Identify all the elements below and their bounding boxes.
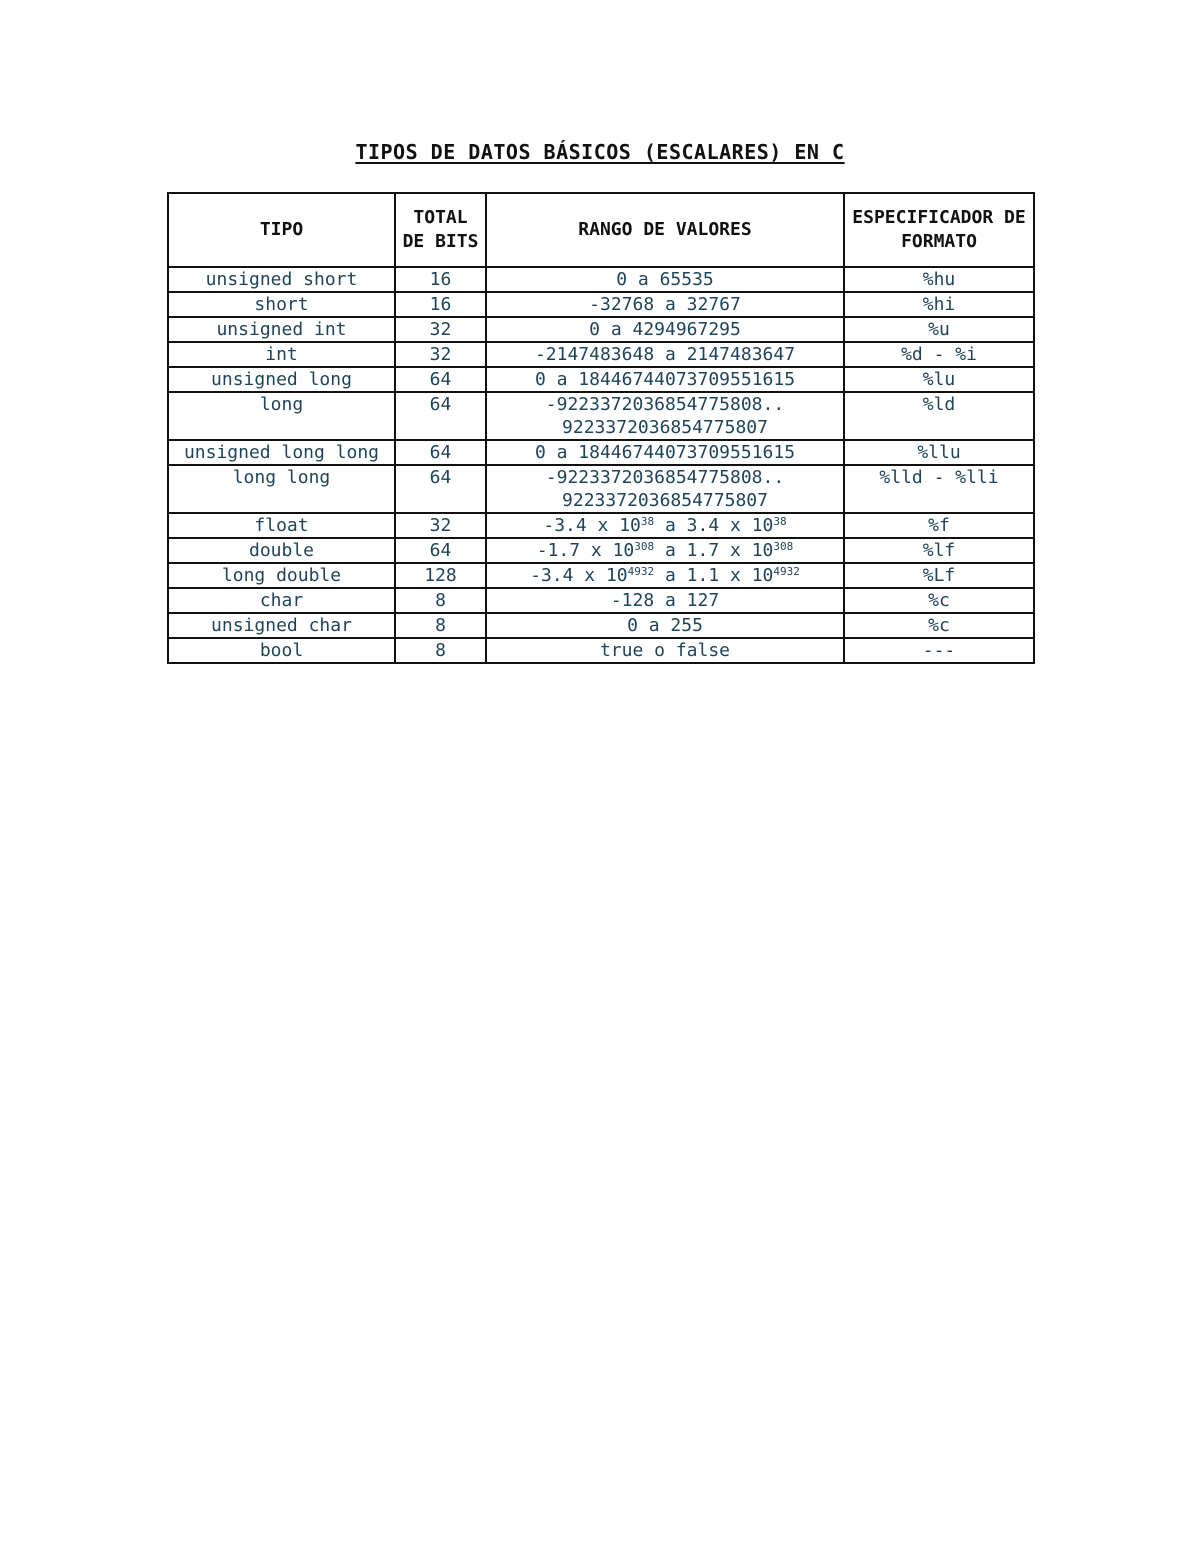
table-row	[168, 563, 1034, 588]
rango-exponent-max: 4932	[773, 565, 800, 578]
table-row	[168, 538, 1034, 563]
rango-exponent-min: 38	[640, 515, 655, 528]
cell-bits: 16	[395, 267, 486, 292]
cell-tipo: unsigned int	[168, 317, 395, 342]
page-title: TIPOS DE DATOS BÁSICOS (ESCALARES) EN C	[355, 140, 845, 164]
header-rango-valores: RANGO DE VALORES	[486, 193, 844, 267]
cell-bits: 8	[395, 613, 486, 638]
table-row	[168, 588, 1034, 613]
cell-tipo: long double	[168, 563, 395, 588]
cell-rango: -32768 a 32767	[486, 292, 844, 317]
rango-exponent-min: 4932	[627, 565, 655, 578]
cell-bits: 64	[395, 392, 486, 440]
cell-formato: %lf	[844, 538, 1034, 563]
cell-rango	[486, 563, 844, 588]
cell-tipo: short	[168, 292, 395, 317]
table-row	[168, 465, 1034, 513]
cell-formato: %hi	[844, 292, 1034, 317]
cell-rango: 0 a 255	[486, 613, 844, 638]
cell-formato: %u	[844, 317, 1034, 342]
cell-bits: 8	[395, 638, 486, 663]
cell-bits: 16	[395, 292, 486, 317]
data-types-table	[167, 192, 1035, 664]
cell-tipo: char	[168, 588, 395, 613]
table-row	[168, 317, 1034, 342]
cell-rango	[486, 538, 844, 563]
cell-formato: %hu	[844, 267, 1034, 292]
cell-formato: %f	[844, 513, 1034, 538]
cell-formato: %lu	[844, 367, 1034, 392]
cell-tipo: unsigned short	[168, 267, 395, 292]
rango-base-min: -1.7 x 10	[536, 540, 635, 561]
cell-rango: -9223372036854775808.. 9223372036854775807	[486, 392, 844, 440]
cell-tipo: int	[168, 342, 395, 367]
cell-tipo: double	[168, 538, 395, 563]
cell-rango: -128 a 127	[486, 588, 844, 613]
table-header-row	[168, 193, 1034, 267]
cell-formato: %llu	[844, 440, 1034, 465]
cell-formato: %c	[844, 613, 1034, 638]
rango-exponent-max: 308	[773, 540, 794, 553]
cell-rango: -9223372036854775808.. 9223372036854775807	[486, 465, 844, 513]
cell-bits: 32	[395, 513, 486, 538]
cell-rango: true o false	[486, 638, 844, 663]
cell-rango: 0 a 18446744073709551615	[486, 440, 844, 465]
cell-tipo: unsigned char	[168, 613, 395, 638]
cell-rango: 0 a 18446744073709551615	[486, 367, 844, 392]
cell-bits: 8	[395, 588, 486, 613]
cell-formato: %Lf	[844, 563, 1034, 588]
cell-tipo: unsigned long	[168, 367, 395, 392]
rango-base-max: a 1.1 x 10	[654, 565, 774, 586]
rango-exponent-min: 308	[634, 540, 655, 553]
rango-base-max: a 1.7 x 10	[654, 540, 774, 561]
table-row	[168, 513, 1034, 538]
cell-formato: %c	[844, 588, 1034, 613]
cell-bits: 32	[395, 342, 486, 367]
cell-bits: 128	[395, 563, 486, 588]
cell-bits: 64	[395, 538, 486, 563]
header-total-bits: TOTAL DE BITS	[395, 193, 486, 267]
cell-tipo: long	[168, 392, 395, 440]
table-row	[168, 392, 1034, 440]
rango-base-max: a 3.4 x 10	[654, 515, 774, 536]
table-row	[168, 440, 1034, 465]
header-tipo: TIPO	[168, 193, 395, 267]
cell-formato: %lld - %lli	[844, 465, 1034, 513]
table-row	[168, 367, 1034, 392]
cell-tipo: bool	[168, 638, 395, 663]
header-especificador-formato: ESPECIFICADOR DE FORMATO	[844, 193, 1034, 267]
cell-rango	[486, 513, 844, 538]
rango-base-min: -3.4 x 10	[530, 565, 628, 586]
rango-exponent-max: 38	[773, 515, 787, 528]
table-row	[168, 267, 1034, 292]
table-row	[168, 292, 1034, 317]
cell-formato: ---	[844, 638, 1034, 663]
table-row	[168, 638, 1034, 663]
cell-tipo: long long	[168, 465, 395, 513]
cell-bits: 64	[395, 440, 486, 465]
cell-tipo: unsigned long long	[168, 440, 395, 465]
cell-formato: %d - %i	[844, 342, 1034, 367]
table-row	[168, 342, 1034, 367]
cell-bits: 64	[395, 465, 486, 513]
cell-rango: 0 a 65535	[486, 267, 844, 292]
cell-formato: %ld	[844, 392, 1034, 440]
table-row	[168, 613, 1034, 638]
cell-tipo: float	[168, 513, 395, 538]
rango-base-min: -3.4 x 10	[543, 515, 641, 536]
cell-rango: 0 a 4294967295	[486, 317, 844, 342]
cell-rango: -2147483648 a 2147483647	[486, 342, 844, 367]
cell-bits: 32	[395, 317, 486, 342]
cell-bits: 64	[395, 367, 486, 392]
